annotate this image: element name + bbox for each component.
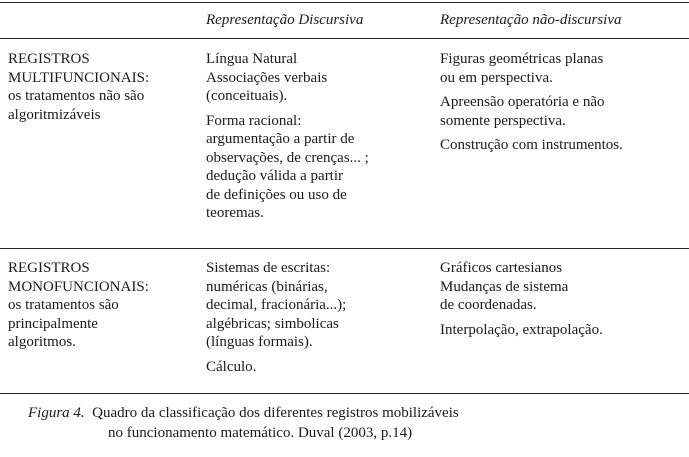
- row2-disc-line: Cálculo.: [206, 358, 257, 375]
- row2-nondisc-line: de coordenadas.: [440, 297, 537, 313]
- header-discursive: Representação Discursiva: [206, 12, 364, 28]
- caption-text-1: Quadro da classificação dos diferentes registros mobilizáveis: [92, 405, 459, 421]
- row2-label-line: MONOFUNCIONAIS:: [8, 278, 149, 295]
- row2-disc-line: (línguas formais).: [206, 334, 313, 350]
- row-divider: [0, 248, 689, 249]
- row2-nondisc-line: Mudanças de sistema: [440, 278, 569, 295]
- row1-label-line: REGISTROS: [8, 51, 90, 67]
- row1-label-line: algoritmizáveis: [8, 106, 101, 123]
- row2-disc-line: algébricas; simbolicas: [206, 315, 339, 332]
- row1-disc-line: argumentação a partir de: [206, 131, 355, 147]
- row1-disc-line: Forma racional:: [206, 112, 302, 129]
- row2-disc-line: numéricas (binárias,: [206, 278, 328, 295]
- row1-discursive: [206, 50, 369, 223]
- caption-text-2: no funcionamento matemático. Duval (2003, p.14): [108, 425, 413, 441]
- figure-caption: [28, 403, 459, 443]
- row1-disc-line: observações, de crenças... ;: [206, 149, 369, 166]
- row1-disc-line: Língua Natural: [206, 51, 298, 67]
- row1-disc-line: Associações verbais: [206, 69, 328, 86]
- row1-nondisc-line: ou em perspectiva.: [440, 69, 553, 86]
- row1-disc-line: (conceituais).: [206, 88, 288, 104]
- row1-disc-line: de definições ou uso de: [206, 186, 347, 203]
- row2-non-discursive: [440, 259, 603, 339]
- row1-nondisc-line: Construção com instrumentos.: [440, 137, 623, 153]
- row2-label-line: algoritmos.: [8, 334, 76, 350]
- row1-nondisc-line: Figuras geométricas planas: [440, 51, 604, 67]
- row1-label-line: os tratamentos não são: [8, 88, 145, 104]
- row1-disc-line: teoremas.: [206, 205, 264, 221]
- row2-label-line: REGISTROS: [8, 260, 90, 276]
- row2-label: [8, 259, 149, 352]
- row2-discursive: [206, 259, 346, 376]
- row1-nondisc-line: somente perspectiva.: [440, 112, 566, 129]
- caption-line-1: [28, 403, 459, 423]
- row2-disc-line: Sistemas de escritas:: [206, 260, 331, 276]
- bottom-rule: [0, 393, 689, 394]
- row1-nondisc-line: Apreensão operatória e não: [440, 94, 605, 110]
- top-rule: [0, 2, 689, 3]
- row2-nondisc-line: Gráficos cartesianos: [440, 260, 563, 276]
- row2-label-line: principalmente: [8, 315, 98, 332]
- caption-label: Figura 4.: [28, 405, 85, 421]
- row2-nondisc-line: Interpolação, extrapolação.: [440, 321, 603, 338]
- row2-label-line: os tratamentos são: [8, 297, 119, 313]
- row1-non-discursive: [440, 50, 623, 155]
- row1-label-line: MULTIFUNCIONAIS:: [8, 69, 150, 86]
- row1-disc-line: dedução válida a partir: [206, 168, 344, 184]
- header-non-discursive: Representação não-discursiva: [440, 12, 622, 28]
- row1-label: [8, 50, 149, 124]
- row2-disc-line: decimal, fracionária...);: [206, 297, 347, 313]
- header-rule: [0, 38, 689, 39]
